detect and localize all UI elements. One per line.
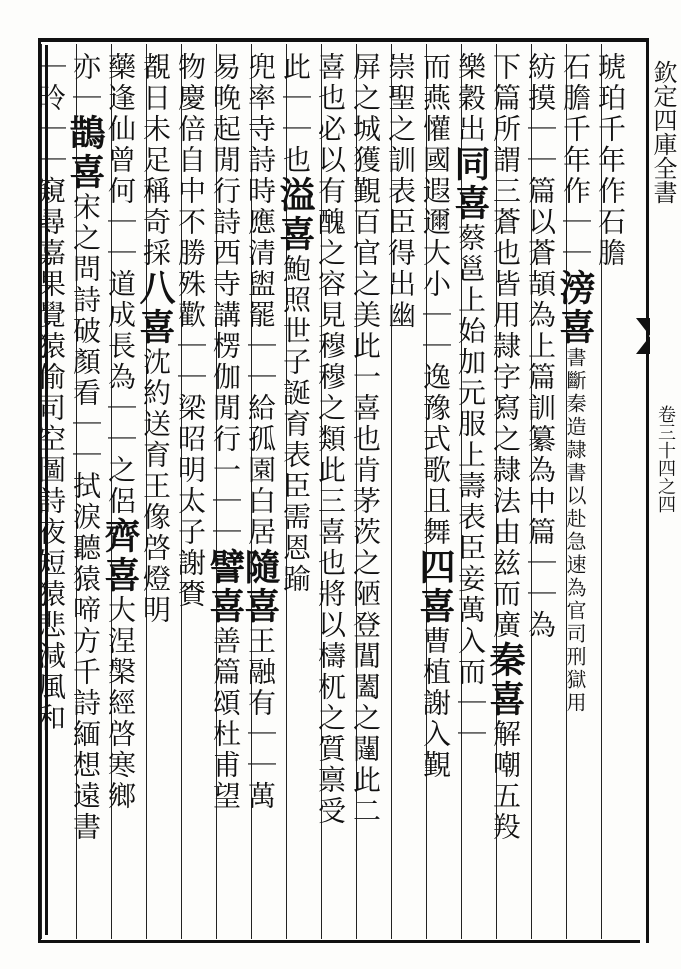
text-segment: 昤｜｜窺尋嘉果覺猿偷司空圖詩夜短猿悲減風和 xyxy=(34,83,67,734)
text-segment: 八喜 xyxy=(134,269,176,347)
text-segment: 譬喜 xyxy=(204,548,246,626)
text-column xyxy=(524,52,565,937)
text-column xyxy=(174,52,215,937)
text-segment: 滂喜 xyxy=(554,269,596,347)
text-segment: 藥逢仙曾何｜｜ xyxy=(104,52,137,269)
text-segment: 王融有｜｜萬 xyxy=(244,626,277,812)
text-segment: 宋之問詩破顏看｜｜拭淚聽猿啼方千詩緬想遠書 xyxy=(69,192,102,843)
text-segment: 屏之城獲覲百官之美此一喜也肯茅茨之陋登閶闔之闥此二 xyxy=(349,52,382,827)
text-column xyxy=(554,52,600,937)
text-segment: 大涅槃經啓寒鄉 xyxy=(104,595,137,812)
text-column xyxy=(414,52,460,937)
text-segment: 而燕懽 xyxy=(419,52,452,145)
text-segment: 表臣得出幽 xyxy=(384,176,417,331)
text-segment: 梁昭明太子謝賚 xyxy=(174,393,207,610)
text-segment: 善篇頌杜甫望 xyxy=(209,626,242,812)
text-segment: 紡摸｜｜篇以蒼頡為上篇訓纂為中篇｜｜為 xyxy=(524,52,557,641)
text-column xyxy=(64,52,110,937)
text-segment: 齊喜 xyxy=(99,517,141,595)
text-segment: 此｜｜也 xyxy=(279,52,312,176)
text-column xyxy=(484,52,530,937)
margin-book-title: 欽定四庫全書 xyxy=(649,60,677,204)
text-segment: 崇聖之訓 xyxy=(384,52,417,176)
text-segment: 下篇所謂三蒼也皆用隷字寫之隷法由兹而廣 xyxy=(489,52,522,641)
text-segment: ｜ xyxy=(34,52,67,83)
text-segment: 石膽千年作｜｜ xyxy=(559,52,592,269)
text-column xyxy=(274,52,320,937)
text-column xyxy=(449,52,495,937)
text-segment: 鮑照世子誕育表臣需恩踰 xyxy=(279,254,312,595)
text-segment: 解嘲五羖 xyxy=(489,719,522,843)
text-segment: 道成長為｜｜之侶 xyxy=(104,269,137,517)
text-segment: 溢喜 xyxy=(274,176,316,254)
text-segment: 覩日未足稱奇採 xyxy=(139,52,172,269)
text-segment: 琥珀千年作石膽 xyxy=(594,52,627,269)
text-column xyxy=(34,52,75,937)
text-segment: 四喜 xyxy=(414,548,456,626)
text-segment: 兜率寺詩時應清盥罷｜｜給孤園白居 xyxy=(244,52,277,548)
text-column xyxy=(99,52,145,937)
text-column xyxy=(384,52,425,937)
text-segment: 亦｜ xyxy=(69,52,102,114)
margin-volume-label: 卷三十四之四 xyxy=(655,405,676,513)
text-segment: 樂穀出 xyxy=(454,52,487,145)
fish-tail-mark xyxy=(636,318,650,354)
text-segment: 書斷秦造隷書以赴急速為官司刑獄用 xyxy=(563,347,587,715)
text-segment: 蔡邕上始加元服上壽表臣妾萬入而｜｜ xyxy=(454,223,487,750)
text-segment: 隨喜 xyxy=(239,548,281,626)
text-column xyxy=(314,52,355,937)
text-column xyxy=(594,52,635,937)
text-column xyxy=(239,52,285,937)
text-column xyxy=(349,52,390,937)
text-segment: 易晚起閒行詩西寺講楞伽閒行一｜｜ xyxy=(209,52,242,548)
text-column xyxy=(204,52,250,937)
text-segment: 喜也必以有醜之容見穆穆之類此三喜也將以檮杌之質禀受 xyxy=(314,52,347,827)
text-segment: 沈約送育王像啓燈明 xyxy=(139,347,172,626)
text-segment: 物慶倍自中不勝殊歡｜｜ xyxy=(174,52,207,393)
text-column xyxy=(134,52,180,937)
text-segment: 國遐邇大小｜｜逸豫式歌且舞 xyxy=(419,145,452,548)
text-segment: 鵲喜 xyxy=(64,114,106,192)
text-segment: 曹植謝入覲 xyxy=(419,626,452,781)
text-segment: 秦喜 xyxy=(484,641,526,719)
text-segment: 同喜 xyxy=(449,145,491,223)
